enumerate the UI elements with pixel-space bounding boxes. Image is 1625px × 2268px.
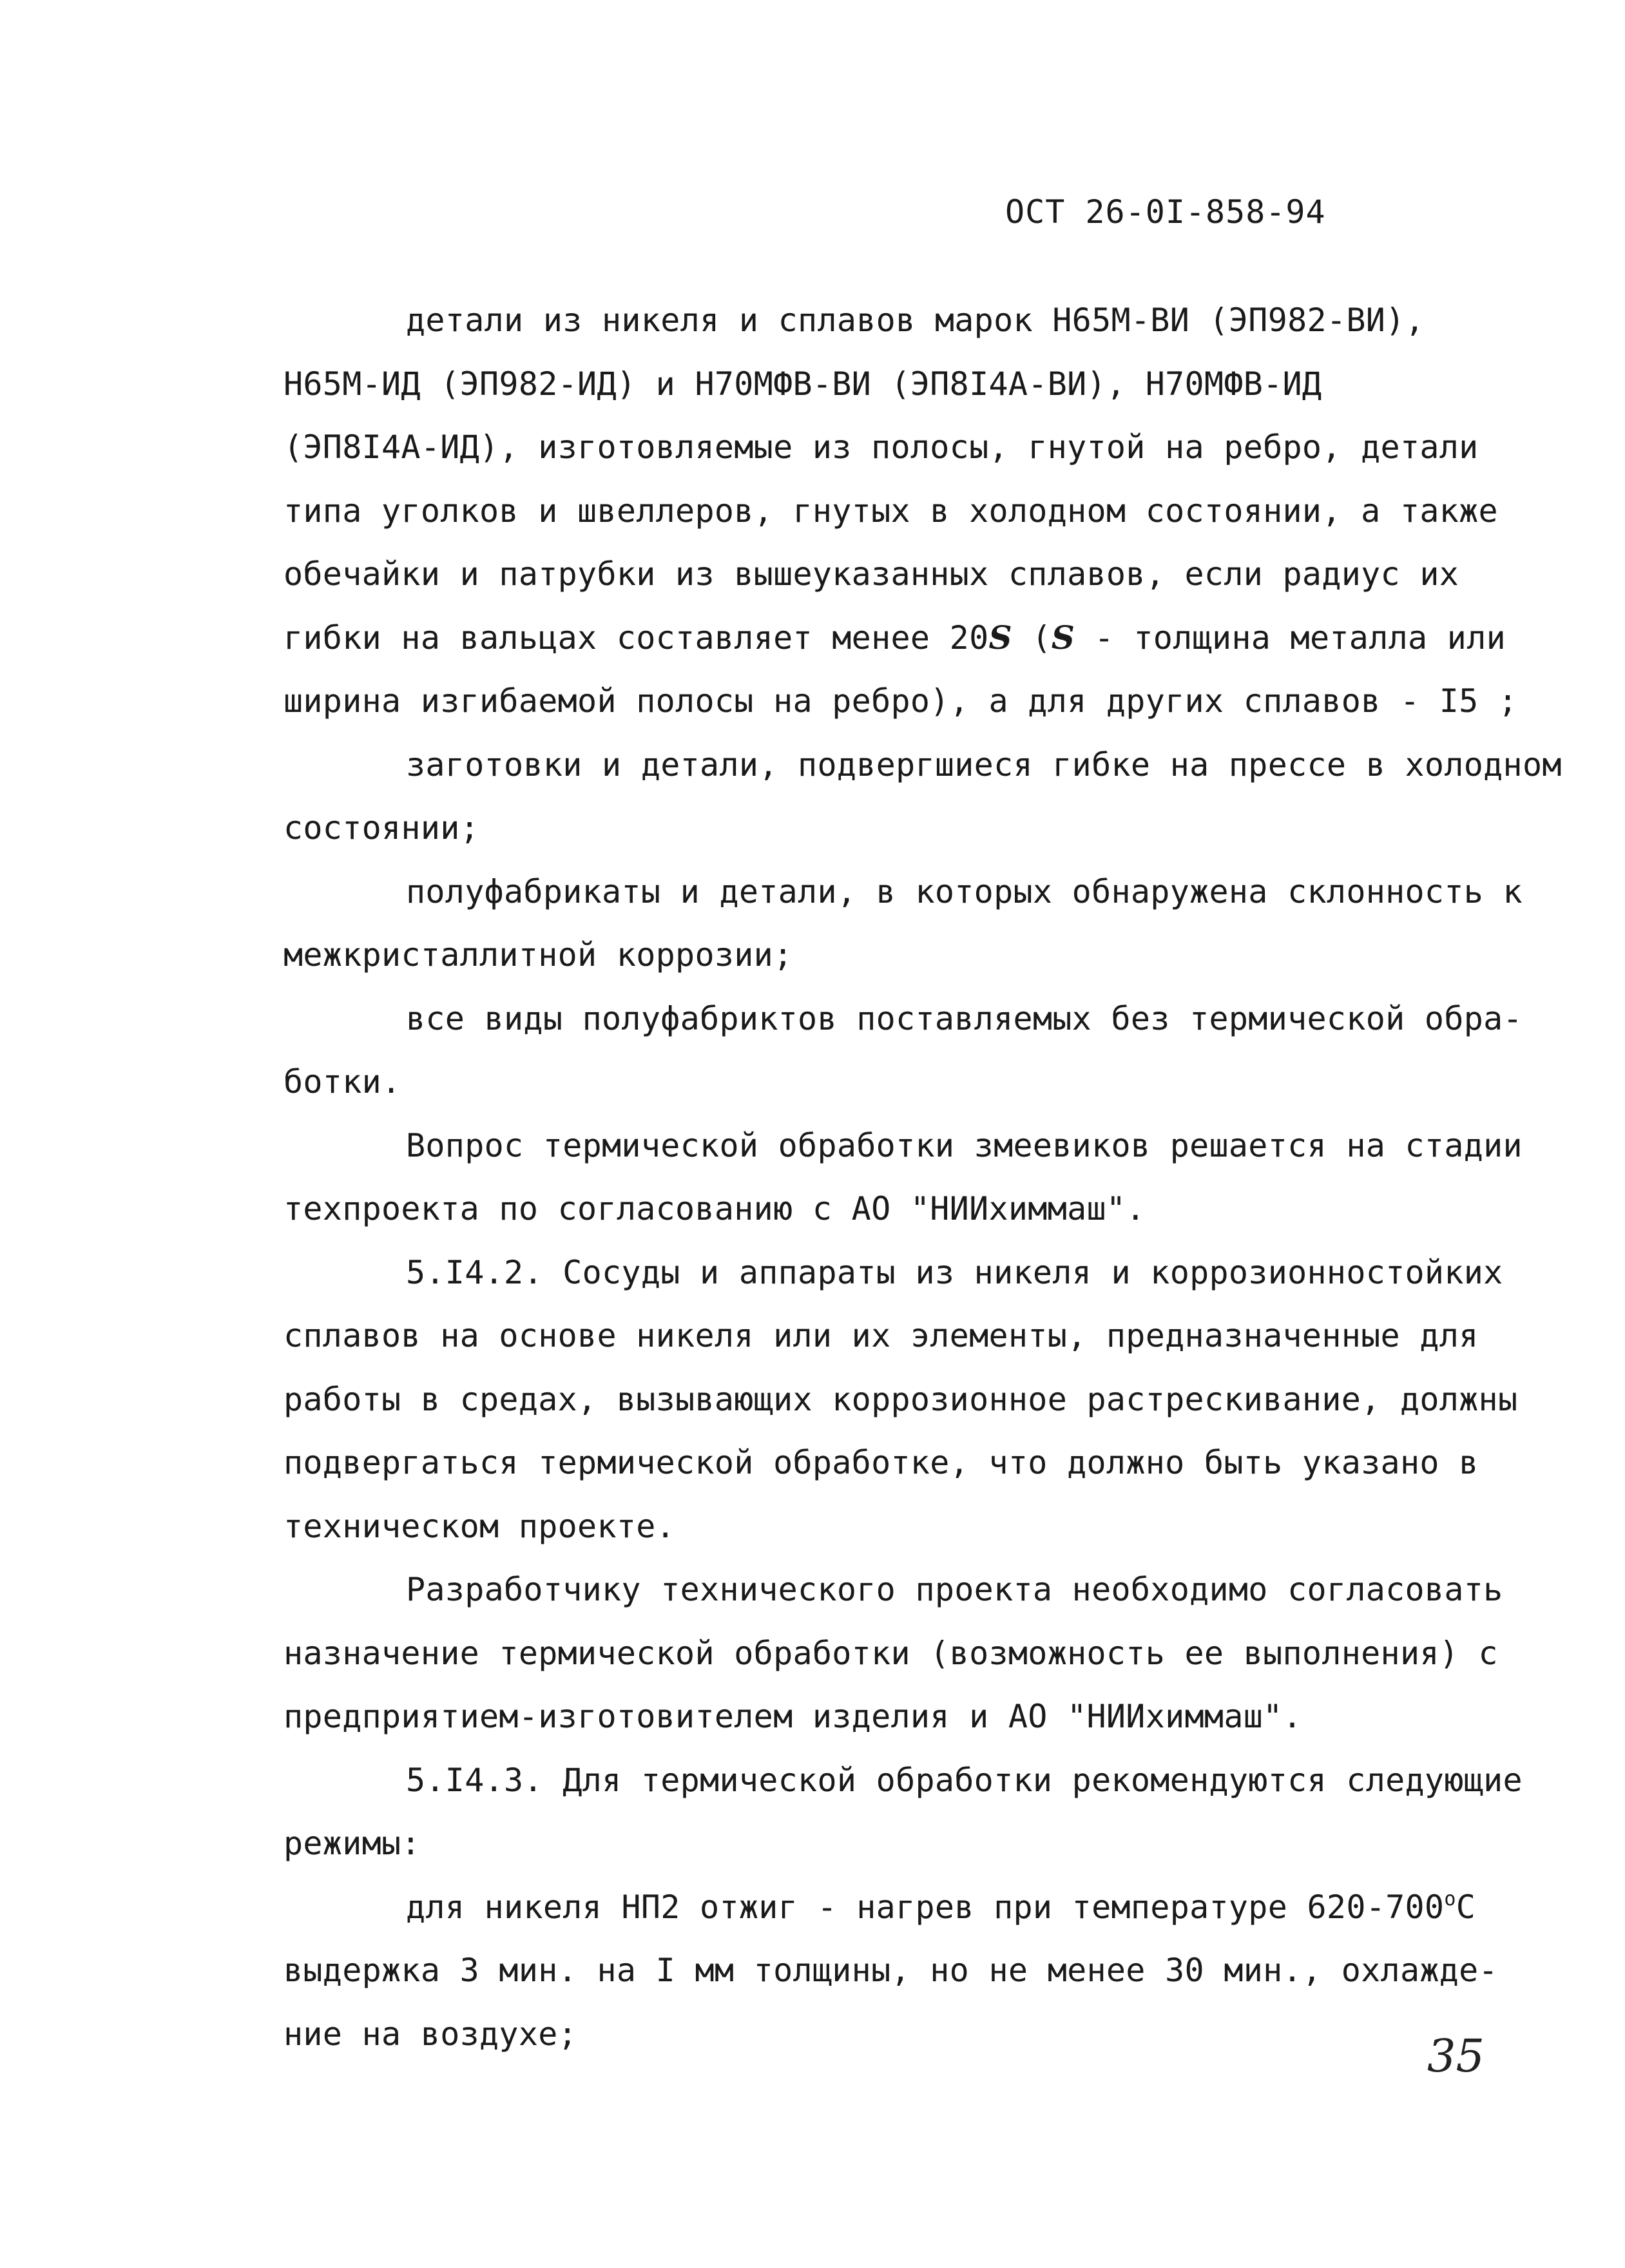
text-line: Разработчику технического проекта необходимо согласовать [406,1571,1503,1608]
text-line: техпроекта по согласованию с АО "НИИхиммаш". [284,1190,1146,1227]
text-line: все виды полуфабриктов поставляемых без термической обра- [406,999,1523,1037]
text-line: 5.I4.2. Сосуды и аппараты из никеля и коррозионностойких [406,1253,1503,1291]
text-line: Н65М-ИД (ЭП982-ИД) и Н70МФВ-ВИ (ЭП8I4А-ВИ), Н70МФВ-ИД [284,365,1322,403]
text-fragment: С [1456,1888,1476,1926]
text-line: межкристаллитной коррозии; [284,936,793,974]
text-line: предприятием-изготовителем изделия и АО "НИИхиммаш". [284,1698,1302,1735]
text-line: полуфабрикаты и детали, в которых обнаружена склонность к [406,872,1523,910]
text-fragment: ( [1012,619,1052,657]
degree-superscript: о [1444,1887,1456,1910]
text-line [284,1876,1559,1939]
text-fragment: - толщина металла или [1075,619,1506,657]
thickness-symbol: S [988,618,1012,657]
text-line: состоянии; [284,809,480,847]
text-line: назначение термической обработки (возможность ее выполнения) с [284,1634,1498,1672]
text-line: выдержка 3 мин. на I мм толщины, но не менее 30 мин., охлажде- [284,1952,1498,1989]
text-line: (ЭП8I4А-ИД), изготовляемые из полосы, гнутой на ребро, детали [284,428,1479,466]
document-code: ОСТ 26-0I-858-94 [1005,193,1326,231]
page-number: 35 [1427,2030,1485,2082]
text-line: ние на воздухе; [284,2015,578,2053]
text-line: обечайки и патрубки из вышеуказанных сплавов, если радиус их [284,555,1459,593]
text-line: сплавов на основе никеля или их элементы, предназначенные для [284,1317,1479,1354]
text-fragment: для никеля НП2 отжиг - нагрев при температуре 620-700 [406,1888,1445,1926]
text-line: Вопрос термической обработки змеевиков решается на стадии [406,1126,1523,1164]
text-line: детали из никеля и сплавов марок Н65М-ВИ (ЭП982-ВИ), [406,302,1425,339]
text-line [284,606,1559,670]
text-line: работы в средах, вызывающих коррозионное растрескивание, должны [284,1380,1518,1418]
text-line: ширина изгибаемой полосы на ребро), а для других сплавов - I5 ; [284,682,1518,720]
text-line: заготовки и детали, подвергшиеся гибке на прессе в холодном [406,745,1562,783]
text-line: 5.I4.3. Для термической обработки рекомендуются следующие [406,1761,1523,1799]
text-line: ботки. [284,1063,401,1100]
body-text [284,289,1562,2066]
text-fragment: гибки на вальцах составляет менее 20 [284,619,989,657]
text-line: техническом проекте. [284,1507,676,1545]
text-line: подвергаться термической обработке, что должно быть указано в [284,1444,1479,1481]
text-line: типа уголков и швеллеров, гнутых в холодном состоянии, а также [284,492,1498,530]
thickness-symbol: S [1051,618,1075,657]
text-line: режимы: [284,1825,421,1862]
